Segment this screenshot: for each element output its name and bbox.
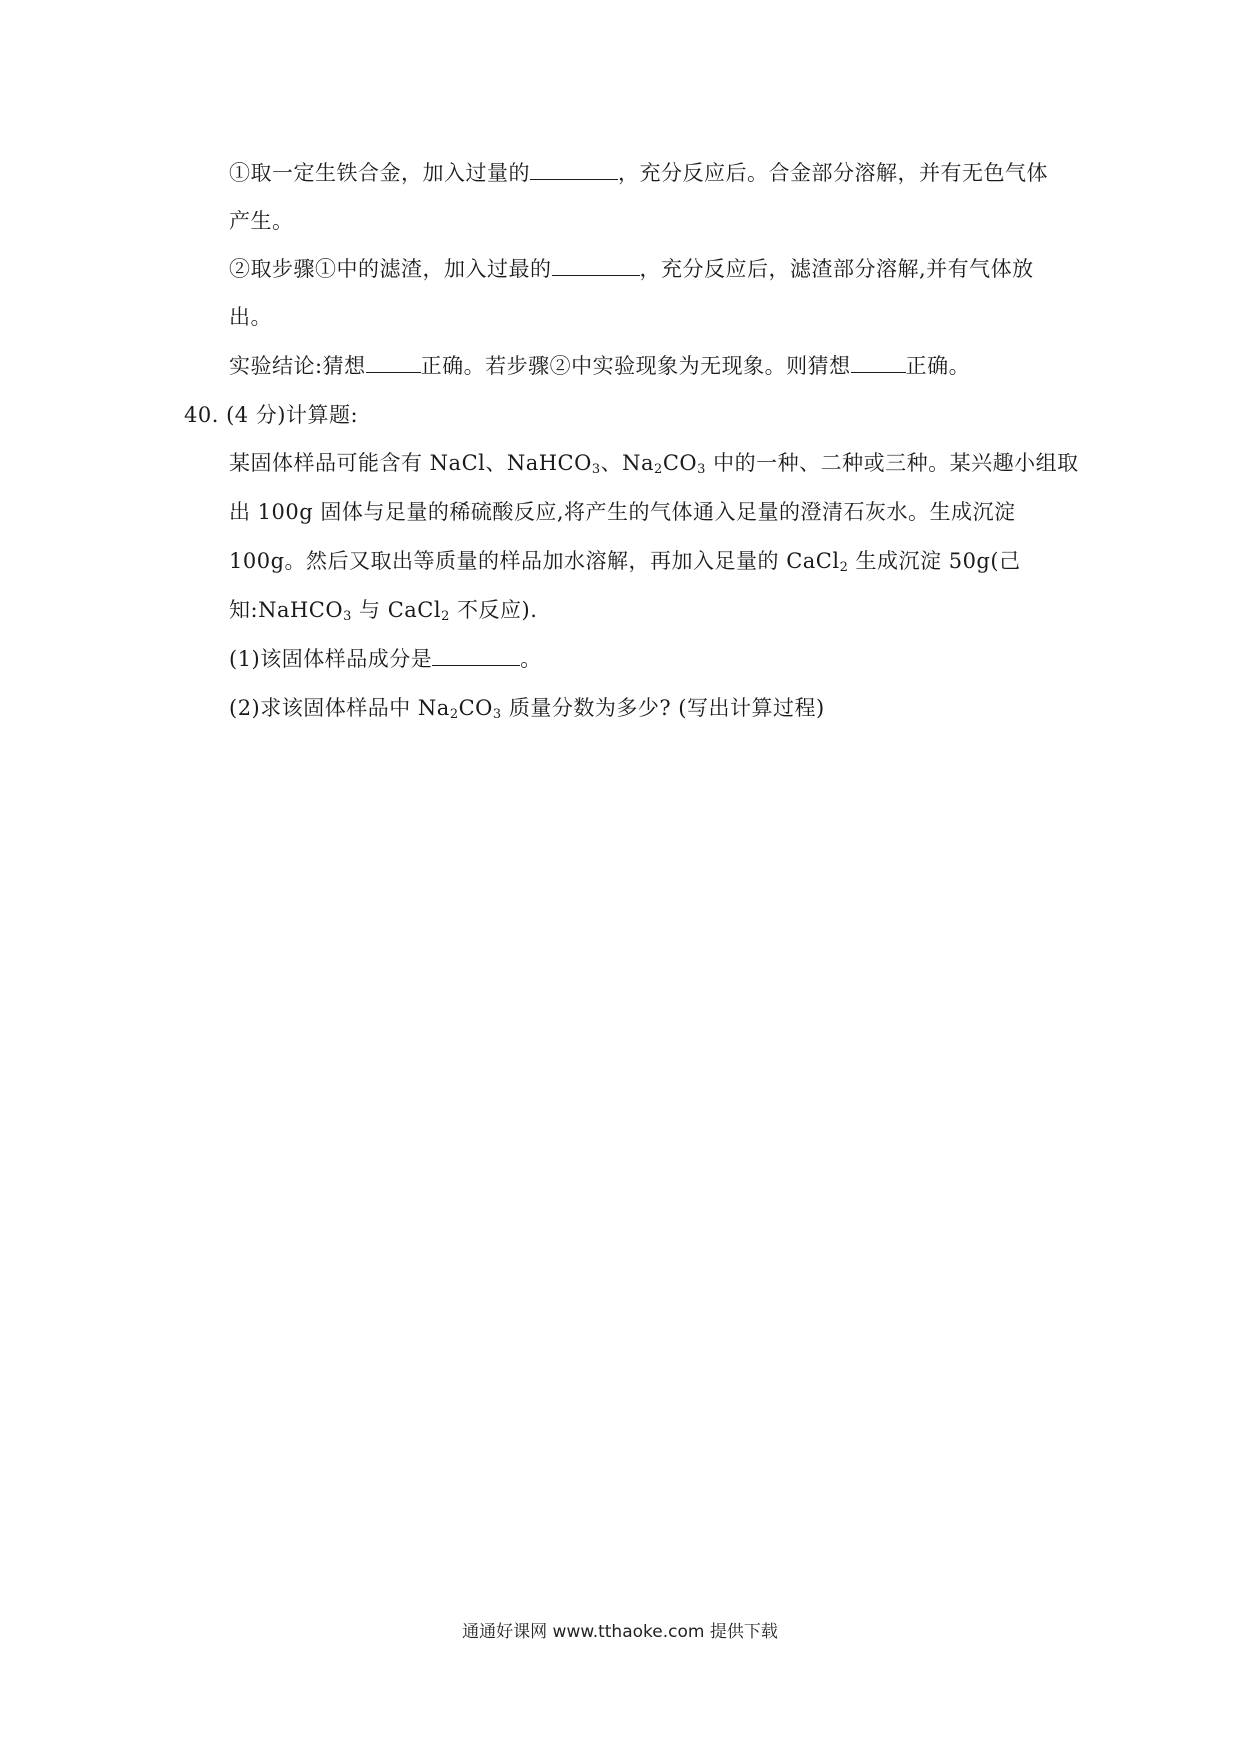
q1-text-a: (1)该固体样品成分是 [229, 647, 433, 671]
conclusion-blank-2 [851, 352, 906, 373]
p4-text-c: 不反应). [449, 598, 538, 622]
p4-text-a: 知:NaHCO [229, 598, 344, 622]
p1-sub-3: 3 [697, 462, 706, 477]
p1-text-a: 某固体样品可能含有 NaCl、NaHCO [229, 451, 592, 475]
step1-line1 [229, 158, 1048, 188]
step1-text-c: 产生。 [229, 209, 294, 233]
step2-line1 [229, 254, 1034, 284]
page-footer [0, 1617, 1240, 1642]
p1-sub-1: 3 [591, 462, 601, 477]
step2-text-a: ②取步骤①中的滤渣，加入过最的 [229, 257, 552, 281]
p3-text-a: 100g。然后又取出等质量的样品加水溶解，再加入足量的 CaCl [229, 549, 840, 573]
p1-sub-2: 2 [654, 462, 663, 477]
question40-para-line3 [229, 546, 1021, 576]
conclusion-blank-1 [366, 352, 421, 373]
q2-sub-2: 3 [492, 707, 502, 722]
step1-blank [530, 159, 618, 180]
p2-text: 出 100g 固体与足量的稀硫酸反应,将产生的气体通入足量的澄清石灰水。生成沉淀 [229, 500, 1016, 524]
q2-sub: 2 [449, 707, 459, 722]
step1-text-a: ①取一定生铁合金，加入过量的 [229, 161, 530, 185]
question40-para-line2 [229, 497, 1016, 527]
step1-line2 [229, 206, 294, 236]
step2-text-c: 出。 [229, 305, 272, 329]
step2-line2 [229, 302, 272, 332]
question40-para-line4 [229, 595, 537, 625]
q2-text-c: 质量分数为多少? (写出计算过程) [501, 696, 825, 720]
step2-blank [552, 255, 640, 276]
step2-text-b: ，充分反应后，滤渣部分溶解,并有气体放 [639, 257, 1034, 281]
conclusion-line [229, 351, 970, 381]
p1-text-b: 、Na [600, 451, 655, 475]
question40-header-text: 40. (4 分)计算题: [184, 403, 359, 427]
question40-header [184, 400, 358, 430]
p1-text-d: 中的一种、二种或三种。某兴趣小组取 [705, 451, 1079, 475]
question40-para-line1 [229, 448, 1079, 478]
footer-text: 通通好课网 www.tthaoke.com 提供下载 [462, 1622, 778, 1642]
p4-text-b: 与 CaCl [351, 598, 442, 622]
p4-sub-1: 3 [343, 609, 352, 624]
step1-text-b: ，充分反应后。合金部分溶解，并有无色气体 [618, 161, 1048, 185]
p3-sub: 2 [839, 560, 849, 575]
p3-text-b: 生成沉淀 50g(己 [848, 549, 1021, 573]
conclusion-text-a: 实验结论:猜想 [229, 354, 366, 378]
p1-text-c: CO [662, 451, 698, 475]
q2-text-a: (2)求该固体样品中 Na [229, 696, 450, 720]
q2-text-b: CO [458, 696, 493, 720]
subquestion-1 [229, 644, 542, 674]
q1-text-b: 。 [520, 647, 542, 671]
p4-sub-2: 2 [441, 609, 450, 624]
conclusion-text-b: 正确。若步骤②中实验现象为无现象。则猜想 [420, 354, 851, 378]
conclusion-text-c: 正确。 [905, 354, 971, 378]
subquestion-2 [229, 693, 825, 723]
q1-blank [432, 645, 520, 666]
